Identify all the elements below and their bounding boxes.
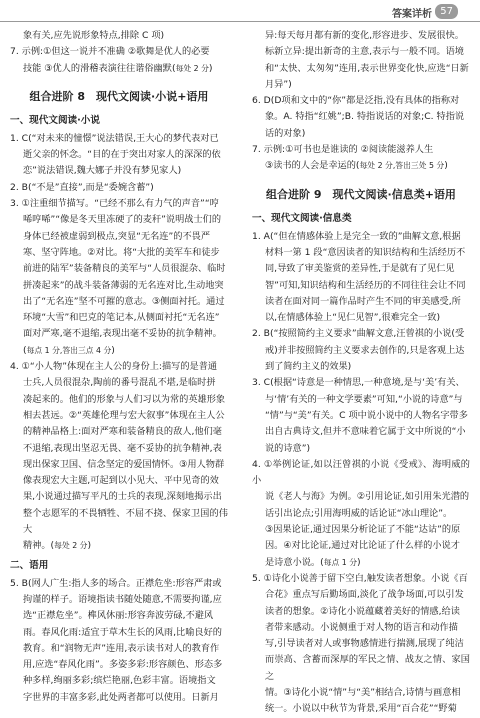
text-line (252, 555, 470, 571)
text-line: 话引出论点;引用海明威的话论证“冰山理论”。 (265, 507, 453, 519)
text-line: 而崇高、含蓄而深厚的军民之情、战友之情、家国之 (265, 654, 470, 682)
text-line: 说的诗意”) (265, 442, 311, 454)
text-line: 和“太快、太匆匆”连用,表示世界变化快,应选“日新 (265, 62, 469, 74)
line-tail: ) (87, 540, 92, 552)
section-title: 组合进阶 9 现代文阅读·信息类+语用 (266, 187, 456, 201)
text-line: 凑起来的。他们的形象与人们习以为常的英雄形象 (23, 393, 226, 405)
line-tail: ) (357, 556, 361, 568)
category-heading: 二、语用 (10, 559, 49, 571)
text-line (10, 343, 228, 359)
text-line: 现出保家卫国、信念坚定的爱国情怀。③用人物群 (23, 458, 225, 470)
text-line (10, 61, 228, 77)
text-line: 统一。小说以中秋节为背景,采用“百合花”“野菊 (265, 703, 457, 715)
line-text: ③读书的人会是幸运的( (265, 160, 360, 172)
text-line: 种多样,绚丽多彩;缤烂艳丽,色彩丰富。语境指文 (23, 675, 216, 687)
text-line: 智”可知,知识结构和生活经历的不同往往会让不同 (265, 279, 466, 291)
text-line: 说《老人与海》为例。②引用论证,如引用朱光潜的 (265, 491, 470, 503)
text-line: 像表现宏大主题,可起到以小见大、平中见奇的效 (23, 475, 219, 487)
text-line: ③因果论证,通过因果分析论证了不能“达诂”的原 (265, 524, 461, 536)
text-line: 出了“无名连”坚不可摧的意志。③侧面衬托。通过 (23, 295, 225, 307)
text-line: 标新立异:提出新奇的主意,表示与一般不同。语境 (265, 46, 464, 58)
text-line: 4. ①“小人物”体现在主人公的身份上:描写的是普通 (10, 361, 218, 373)
text-line: 拘谨的样子。语境指读书随处随意,不需要拘谨,应 (23, 593, 222, 605)
score-note: 每处 2 分 (175, 63, 209, 73)
line-text: 是诗意小说。( (265, 556, 324, 568)
text-line: 2. B(“不是”直接”,而是“委婉含蓄”) (10, 181, 154, 193)
text-line: 寒、坚守阵地。②对比。将“大批的美军车和徒步 (23, 246, 220, 258)
header-label: 答案详析 (392, 9, 432, 20)
text-line: 用,应选“春风化雨”。多姿多彩:形容颜色、形态多 (23, 659, 223, 671)
text-line: 象。A. 特指“红姚”;B. 特指说话的对象;C. 特指说 (265, 111, 465, 123)
text-line: 拼凑起来”的战斗装备薄弱的无名连对比,生动地突 (23, 279, 224, 291)
text-line: 逝父亲的怀念。“目的在于突出对家人的深深的依 (23, 149, 221, 161)
text-line: 戒)并非按照简约主义要求去创作的,只是客观上达 (265, 344, 465, 356)
text-line: 5. B(网人广生:指人多的场合。正襟危坐:形容严肃或 (10, 577, 222, 589)
text-line: 果,小说通过描写平凡的士兵的表现,深刻地揭示出 (23, 491, 222, 503)
text-line: 读者的想象。②诗化小说蕴藏着美好的情感,给读 (265, 605, 460, 617)
text-line: 环境“大雪”和巴克的笔记本,从侧面衬托“无名连” (23, 312, 220, 324)
text-line: 写,引导读者对人或事物感情进行揣测,展现了纯洁 (265, 638, 464, 650)
page-number: 57 (435, 4, 458, 19)
text-line: 情。③诗化小说“情”与“美”相结合,诗情与画意相 (265, 686, 461, 698)
text-line: 4. ①举例论证,如以汪曾祺的小说《受戒》、海明威的小 (252, 458, 470, 487)
text-line: 前进的陆军”装备精良的美军与“人员很混杂、临时 (23, 263, 226, 275)
text-line: “情”与“美”有关。C 项中说小说中的人物名字带多 (265, 409, 468, 421)
score-note: 每处 2 分 (54, 541, 88, 551)
page-header (0, 0, 480, 24)
score-note: 每点 1 分 (323, 557, 358, 567)
text-line: 士兵,人员很混杂,陶前的番号混乱不堪,是临时拼 (23, 377, 216, 389)
text-line: 话的对象) (265, 127, 306, 139)
text-line (10, 538, 228, 554)
text-line: 6. D(D项和文中的“你”都是泛指,没有具体的指称对 (252, 95, 460, 107)
section-title: 组合进阶 8 现代文阅读·小说+语用 (29, 89, 209, 103)
text-line: 面对严寒,毫不退缩,表现出毫不妥协的抗争精神。 (23, 328, 222, 340)
category-heading: 一、现代文阅读·小说 (10, 114, 100, 126)
line-tail: ) (208, 62, 213, 74)
text-line: 象有关,应先说形象特点,排除 C 项) (23, 30, 165, 41)
text-line: 3. ①注重细节描写。“已经不那么有力气的声音”“哼 (10, 198, 219, 210)
text-line: 不退缩,表现出坚忍无畏、毫不妥协的抗争精神,表 (23, 442, 222, 454)
line-text: 技能 ③优人的滑稽表演往往谐俗幽默( (23, 62, 176, 74)
text-line: 7. 示例:①可书也是谁读的 ②阅读能滋养人生 (252, 144, 434, 156)
line-text: 精神。( (23, 540, 55, 552)
line-text: ( (23, 344, 27, 356)
right-column (252, 28, 470, 718)
left-column (10, 28, 228, 706)
text-line: 者带来感动。小说侧重于对人物的语言和动作描 (265, 621, 458, 633)
text-line: 的精神品格上:面对严寒和装备精良的敌人,他们毫 (23, 426, 222, 438)
text-line: 合花》重点写后勤场面,淡化了战争场面,可以引发 (265, 589, 464, 601)
text-line: 3. C(根据“诗意是一种情思,一种意境,是与‘美’有关、 (252, 377, 465, 389)
text-line: 7. 示例:①但这一说并不准确 ②歌舞是优人的必要 (10, 46, 210, 58)
text-line: 1. C(“对未来的憧憬”说法错误,王大心的梦代表对已 (10, 132, 219, 144)
text-line: 月异”) (265, 78, 292, 90)
score-note: 每点 1 分,答出三点 4 分 (26, 345, 112, 355)
text-line: 到了简约主义的效果) (265, 361, 352, 373)
text-line: 相去甚远。②“英雄伦理与宏大叙事”体现在主人公 (23, 409, 225, 421)
text-line: 身体已经被虚弱到极点,突显“无名连”的不畏严 (23, 230, 211, 242)
text-line: 出自古典诗文,但并不意味着它属于文中所说的“小 (265, 426, 466, 438)
line-tail: ) (444, 160, 448, 172)
line-tail: ) (111, 344, 115, 356)
text-line (252, 158, 470, 174)
header-rule (0, 21, 480, 22)
text-line: 雨。春风化雨:适宜于草木生长的风雨,比喻良好的 (23, 626, 222, 638)
category-heading: 一、现代文阅读·信息类 (252, 212, 352, 224)
text-line: 以,在情感体验上“见仁见智”,很难完全一致) (265, 312, 441, 324)
text-line: 5. ①诗化小说善于留下空白,触发读者想象。小说《百 (252, 572, 468, 584)
text-line: 唏哼唏”“像是冬天里冻硬了的麦秆”说明战士们的 (23, 214, 222, 226)
text-line: 恋”说法错误,魏大娜子并没有梦见家人) (23, 165, 182, 177)
text-line: 字世界的丰富多彩,此处两者都可以使用。日新月 (23, 691, 219, 703)
text-line: 与‘情’有关的一种文学要素”可知,“小说的诗意”与 (265, 393, 463, 405)
text-line: 选“正襟危坐”。榫风休丽:形容奔波劳碌,不避风 (23, 610, 214, 622)
text-line: 2. B(“按照简约主义要求”曲解文意,汪曾祺的小说(受 (252, 328, 465, 340)
text-line: 整个志愿军的不畏牺牲、不屈不挠、保家卫国的伟大 (23, 507, 228, 536)
text-line: 教育。和“润物无声”连用,表示读书对人的教育作 (23, 642, 220, 654)
score-note: 每处 2 分,答出三处 5 分 (359, 161, 445, 171)
text-line: 材料一第 1 段“意因读者的知识结构和生活经历不 (265, 246, 466, 258)
text-line: 1. A(“但在情感体验上是完全一致的”曲解文意,根据 (252, 230, 461, 242)
text-line: 读者在面对同一篇作品时产生不同的审美感受,所 (265, 295, 461, 307)
text-line: 同,导致了审美鉴赏的差异性,于是就有了见仁见 (265, 263, 455, 275)
text-line: 异:每天每月都有新的变化,形容进步、发展很快。 (265, 30, 464, 41)
text-line: 因。④对比论证,通过对比论证了什么样的小说才 (265, 540, 460, 552)
